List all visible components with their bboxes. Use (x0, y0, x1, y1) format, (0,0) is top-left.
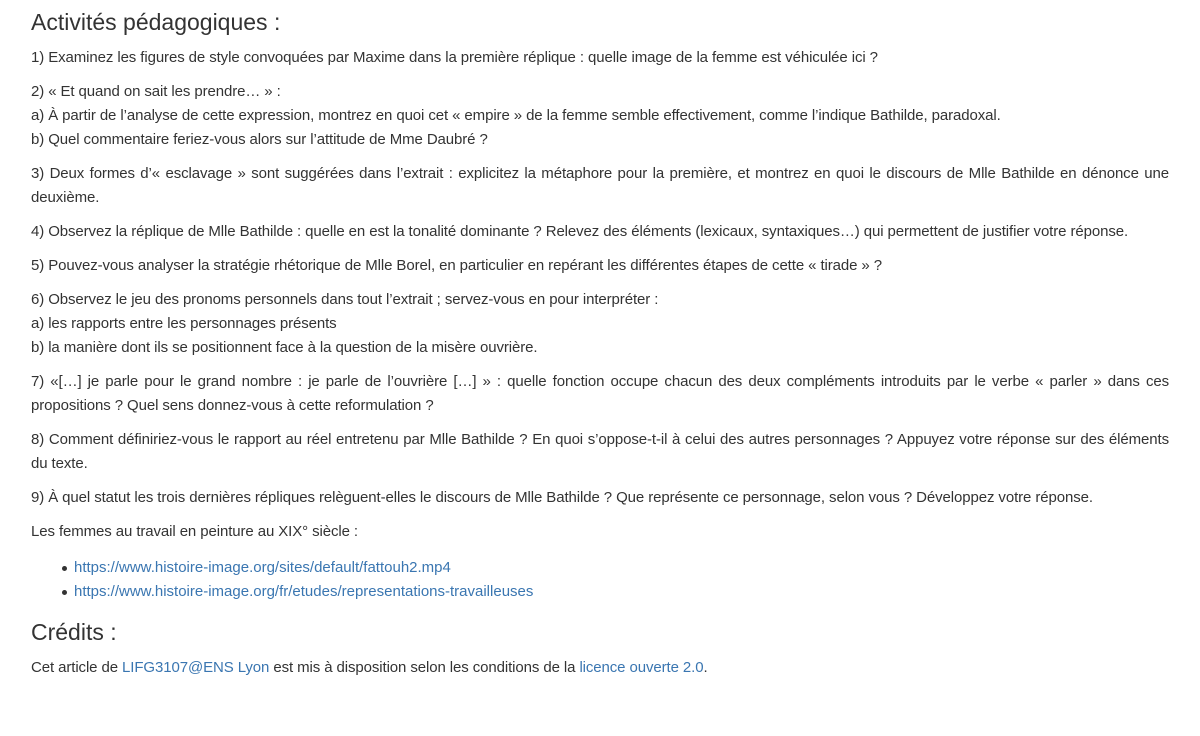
question-6-b: b) la manière dont ils se positionnent face à la question de la misère ouvrière. (31, 339, 538, 356)
section-title-activites: Activités pédagogiques : (31, 9, 281, 35)
question-1: 1) Examinez les figures de style convoquées par Maxime dans la première réplique : quelle image de la femme est véhiculée ici ? (31, 49, 878, 66)
credits-text (31, 656, 1169, 680)
resources-intro: Les femmes au travail en peinture au XIX° siècle : (31, 523, 358, 540)
credits-text-before: Cet article de (31, 659, 123, 676)
question-9: 9) À quel statut les trois dernières répliques relèguent-elles le discours de Mlle Bathilde ? Que représente ce personnage, selon vous ? Développez votre réponse. (31, 489, 1093, 506)
question-2-a: a) À partir de l’analyse de cette expression, montrez en quoi cet « empire » de la femme semble effectivement, comme l’indique Bathilde, paradoxal. (31, 107, 1001, 124)
list-item (74, 556, 1169, 580)
question-3: 3) Deux formes d’« esclavage » sont suggérées dans l’extrait : explicitez la métaphore pour la première, et montrez en quoi le discours de Mlle Bathilde en dénonce une deuxième. (31, 165, 1169, 206)
resource-links-list (31, 556, 1169, 604)
resource-link-etudes[interactable]: https://www.histoire-image.org/fr/etudes/representations-travailleuses (74, 583, 534, 600)
question-6-intro: 6) Observez le jeu des pronoms personnels dans tout l’extrait ; servez-vous en pour interpréter : (31, 291, 659, 308)
question-2-intro: 2) « Et quand on sait les prendre… » : (31, 83, 281, 100)
credits-text-after: . (703, 659, 708, 676)
author-link[interactable]: LIFG3107@ENS Lyon (122, 659, 270, 676)
question-5: 5) Pouvez-vous analyser la stratégie rhétorique de Mlle Borel, en particulier en repérant les différentes étapes de cette « tirade » ? (31, 257, 882, 274)
license-link[interactable]: licence ouverte 2.0 (579, 659, 704, 676)
section-title-credits: Crédits : (31, 619, 117, 645)
question-4: 4) Observez la réplique de Mlle Bathilde : quelle en est la tonalité dominante ? Relevez des éléments (lexicaux, syntaxiques…) qui permettent de justifier votre réponse. (31, 223, 1129, 240)
question-6-a: a) les rapports entre les personnages présents (31, 315, 337, 332)
credits-text-middle: est mis à disposition selon les conditions de la (269, 659, 580, 676)
question-7: 7) «[…] je parle pour le grand nombre : je parle de l’ouvrière […] » : quelle fonction occupe chacun des deux compléments introduits par le verbe « parler » dans ces propositions ? Quel sens donnez-vous à cette reformulation ? (31, 373, 1169, 414)
question-2-b: b) Quel commentaire feriez-vous alors sur l’attitude de Mme Daubré ? (31, 131, 488, 148)
question-6 (31, 288, 1169, 360)
question-8: 8) Comment définiriez-vous le rapport au réel entretenu par Mlle Bathilde ? En quoi s’oppose-t-il à celui des autres personnages ? Appuyez votre réponse sur des éléments du texte. (31, 431, 1169, 472)
list-item (74, 580, 1169, 604)
resource-link-video[interactable]: https://www.histoire-image.org/sites/default/fattouh2.mp4 (74, 559, 451, 576)
question-2 (31, 80, 1169, 152)
